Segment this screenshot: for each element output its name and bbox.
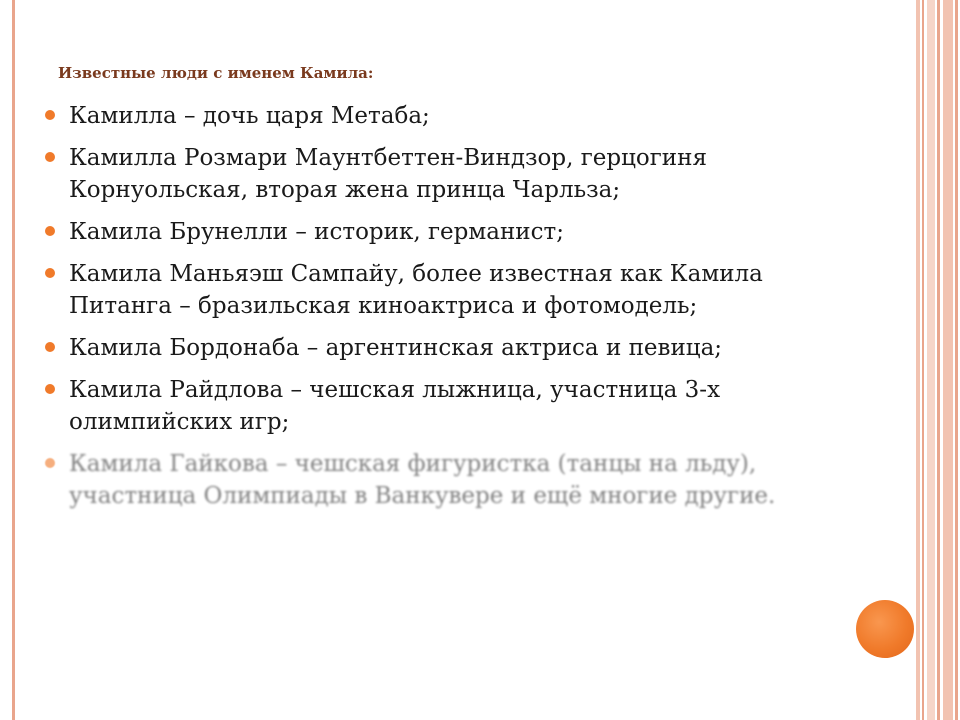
left-decor-line — [12, 0, 15, 720]
bullet-item — [36, 142, 866, 206]
bullet-text: Камилла – дочь царя Метаба; — [69, 103, 430, 129]
bullet-text: Камила Бордонаба – аргентинская актриса и певица; — [69, 335, 723, 361]
stripe — [955, 0, 958, 720]
bullet-item — [36, 448, 866, 512]
stripe — [943, 0, 953, 720]
stripe — [916, 0, 920, 720]
circle-bullet-icon — [45, 268, 55, 278]
circle-bullet-icon — [45, 458, 55, 468]
bullet-text: Камила Маньяэш Сампайу, более известная как Камила Питанга – бразильская киноактриса и фотомодель; — [69, 261, 763, 319]
circle-bullet-icon — [45, 226, 55, 236]
bullet-item — [36, 216, 866, 248]
circle-bullet-icon — [45, 110, 55, 120]
circle-bullet-icon — [45, 384, 55, 394]
stripe — [927, 0, 935, 720]
bullet-text: Камилла Розмари Маунтбеттен-Виндзор, герцогиня Корнуольская, вторая жена принца Чарльза; — [69, 145, 707, 203]
circle-bullet-icon — [45, 152, 55, 162]
bullet-item — [36, 258, 866, 322]
slide-title: Известные люди с именем Камила: — [58, 64, 374, 82]
orange-circle-button[interactable] — [856, 600, 914, 658]
bullet-item — [36, 374, 866, 438]
bullet-text: Камила Гайкова – чешская фигуристка (танцы на льду), участница Олимпиады в Ванкувере и ещё многие другие. — [69, 451, 776, 509]
stripe — [922, 0, 924, 720]
bullet-list — [36, 100, 866, 522]
bullet-text: Камила Брунелли – историк, германист; — [69, 219, 564, 245]
bullet-text: Камила Райдлова – чешская лыжница, участница 3-х олимпийских игр; — [69, 377, 721, 435]
right-decor-stripes — [916, 0, 960, 720]
circle-bullet-icon — [45, 342, 55, 352]
stripe — [937, 0, 940, 720]
bullet-item — [36, 332, 866, 364]
bullet-item — [36, 100, 866, 132]
